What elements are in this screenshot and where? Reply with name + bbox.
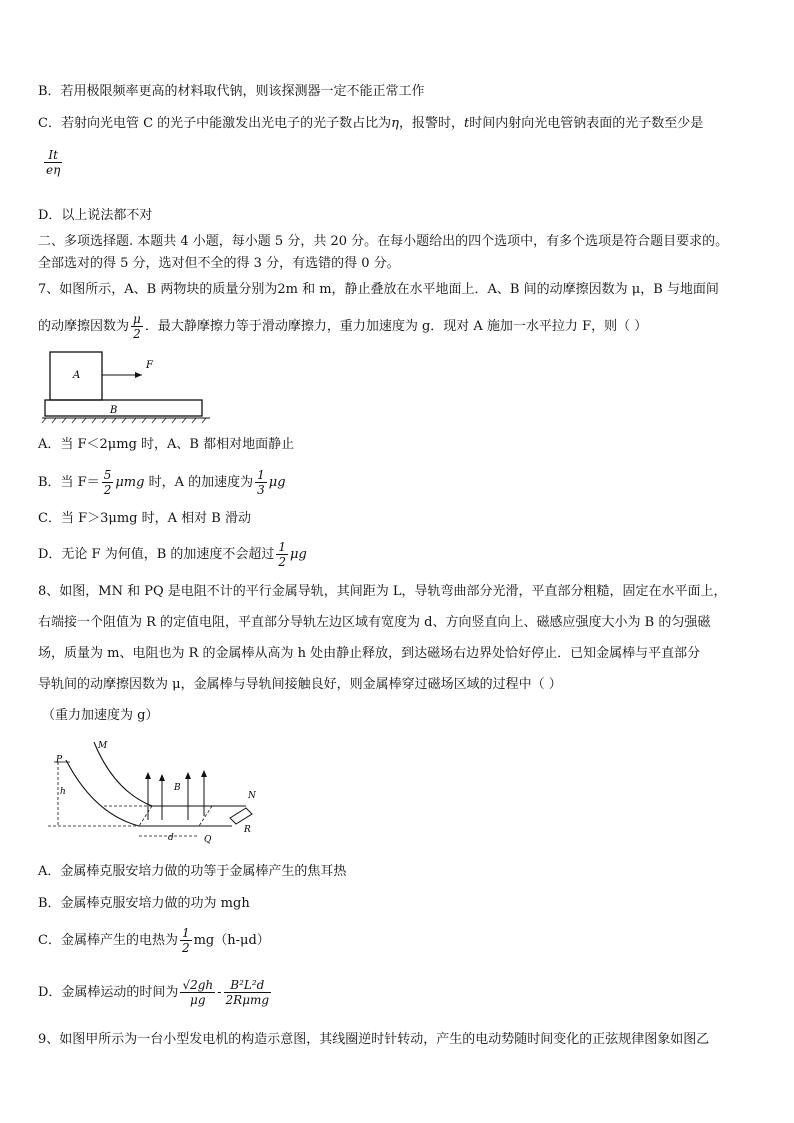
magnetic-field-arrows — [148, 774, 204, 820]
label-p: P — [56, 755, 63, 765]
q7-option-d-frac-num: 1 — [278, 540, 287, 554]
q7-option-b-frac2-den: 3 — [257, 483, 265, 497]
label-n: N — [248, 791, 256, 801]
q7-option-b-frac1-den: 2 — [103, 483, 112, 497]
section2-instructions-line1: 二、多项选择题. 本题共 4 小题，每小题 5 分，共 20 分。在每小题给出的四个选项中，有多个选项是符合题目要求的。 — [38, 234, 729, 249]
q6-option-d: D．以上说法都不对 — [38, 208, 153, 223]
field-left-boundary — [139, 806, 152, 826]
label-r: R — [244, 825, 251, 835]
q7-option-b-text-2: 时，A 的加速度为 — [144, 475, 254, 490]
q7-option-b — [38, 468, 286, 497]
label-a: A — [73, 370, 81, 381]
label-b: B — [110, 405, 118, 416]
q6-option-c-eta: η — [391, 116, 399, 131]
q8-option-d — [38, 978, 273, 1007]
q8-option-d-frac1-den: μg — [190, 993, 206, 1007]
q8-stem-line1: 8、如图，MN 和 PQ 是电阻不计的平行金属导轨，其间距为 L，导轨弯曲部分光滑，平直部分粗糙，固定在水平面上， — [38, 584, 727, 599]
q8-option-c — [38, 926, 270, 955]
q6-option-c-text-2: ，报警时， — [398, 116, 464, 131]
q7-stem-text-1: 的动摩擦因数为 — [38, 319, 130, 334]
q7-stem-text-2: ．最大静摩擦力等于滑动摩擦力，重力加速度为 g．现对 A 施加一水平拉力 F，则（ ） — [144, 319, 648, 334]
q7-stem-line2 — [38, 312, 647, 341]
q8-stem-line2: 右端接一个阻值为 R 的定值电阻，平直部分导轨左边区域有宽度为 d、方向竖直向上、磁感应强度大小为 B 的匀强磁 — [38, 615, 711, 630]
q7-option-b-text-1: B．当 F＝ — [38, 475, 100, 490]
label-m: M — [98, 741, 108, 751]
q8-option-c-text-1: C．金属棒产生的电热为 — [38, 933, 178, 948]
label-f: F — [146, 360, 153, 371]
q8-option-c-frac-den: 2 — [181, 941, 190, 955]
q8-option-d-frac1-num: √2gh — [182, 978, 214, 992]
section2-instructions-line2: 全部选对的得 5 分，选对但不全的得 3 分，有选错的得 0 分。 — [38, 256, 400, 271]
q6-fraction-numerator: It — [44, 148, 62, 163]
q6-option-c-fraction — [42, 148, 64, 177]
q7-stem-frac-den: 2 — [133, 327, 141, 341]
q7-option-c: C．当 F＞3μmg 时，A 相对 B 滑动 — [38, 511, 251, 526]
resistor — [230, 808, 252, 824]
q8-option-d-text: D．金属棒运动的时间为 — [38, 985, 179, 1000]
q8-stem-line4: 导轨间的动摩擦因数为 μ，金属棒与导轨间接触良好，则金属棒穿过磁场区域的过程中（ ） — [38, 677, 562, 692]
q8-option-c-text-2: mg（h-μd） — [193, 933, 270, 948]
label-h: h — [60, 787, 66, 797]
ground-hatching — [42, 418, 206, 423]
q7-option-d-mug: μg — [290, 547, 307, 562]
q6-option-c-text-1: C．若射向光电管 C 的光子中能激发出光电子的光子数占比为 — [38, 116, 392, 131]
q7-figure — [42, 350, 222, 425]
q6-option-c — [38, 116, 703, 132]
q6-option-c-text-3: 时间内射向光电管钠表面的光子数至少是 — [469, 116, 704, 131]
q6-option-b: B．若用极限频率更高的材料取代钠，则该探测器一定不能正常工作 — [38, 84, 425, 99]
q7-option-b-frac2-num: 1 — [257, 468, 265, 482]
label-d: d — [168, 833, 174, 843]
q8-option-d-minus: - — [217, 985, 222, 1000]
q7-stem-line1: 7、如图所示，A、B 两物块的质量分别为2m 和 m，静止叠放在水平地面上．A、B 间的动摩擦因数为 μ，B 与地面间 — [38, 282, 719, 297]
q7-option-d-text: D．无论 F 为何值，B 的加速度不会超过 — [38, 547, 275, 562]
q8-option-d-frac2-num: B²L²d — [224, 978, 272, 993]
force-arrowhead — [135, 372, 142, 378]
q8-option-b: B．金属棒克服安培力做的功为 mgh — [38, 896, 250, 911]
q7-option-b-frac1-num: 5 — [103, 468, 112, 482]
q7-option-a: A．当 F＜2μmg 时，A、B 都相对地面静止 — [38, 437, 295, 452]
q6-option-c-t: t — [463, 116, 470, 131]
block-b — [45, 400, 202, 416]
label-q: Q — [204, 835, 212, 845]
q8-figure — [44, 736, 264, 848]
q7-stem-frac-num: μ — [133, 312, 141, 326]
q9-stem-line1: 9、如图甲所示为一台小型发电机的构造示意图，其线圈逆时针转动，产生的电动势随时间变化的正弦规律图象如图乙 — [38, 1032, 710, 1047]
q8-option-d-frac2-den: 2Rμmg — [225, 993, 270, 1007]
q7-option-d — [38, 540, 307, 569]
q8-option-a: A．金属棒克服安培力做的功等于金属棒产生的焦耳热 — [38, 864, 347, 879]
label-b: B — [174, 783, 181, 793]
field-right-boundary — [199, 806, 212, 826]
q7-option-d-frac-den: 2 — [278, 555, 287, 569]
q8-gravity-note: （重力加速度为 g） — [42, 708, 159, 723]
q8-stem-line3: 场，质量为 m、电阻也为 R 的金属棒从高为 h 处由静止释放，到达磁场右边界处恰好停止．已知金属棒与平直部分 — [38, 646, 701, 661]
q7-option-b-mumg: μmg — [115, 475, 145, 490]
q8-option-c-frac-num: 1 — [181, 926, 190, 940]
q7-option-b-mug: μg — [268, 475, 286, 490]
rail-curve-p — [66, 760, 139, 826]
rail-curve-m — [94, 742, 152, 806]
q6-fraction-denominator: eη — [46, 163, 61, 177]
